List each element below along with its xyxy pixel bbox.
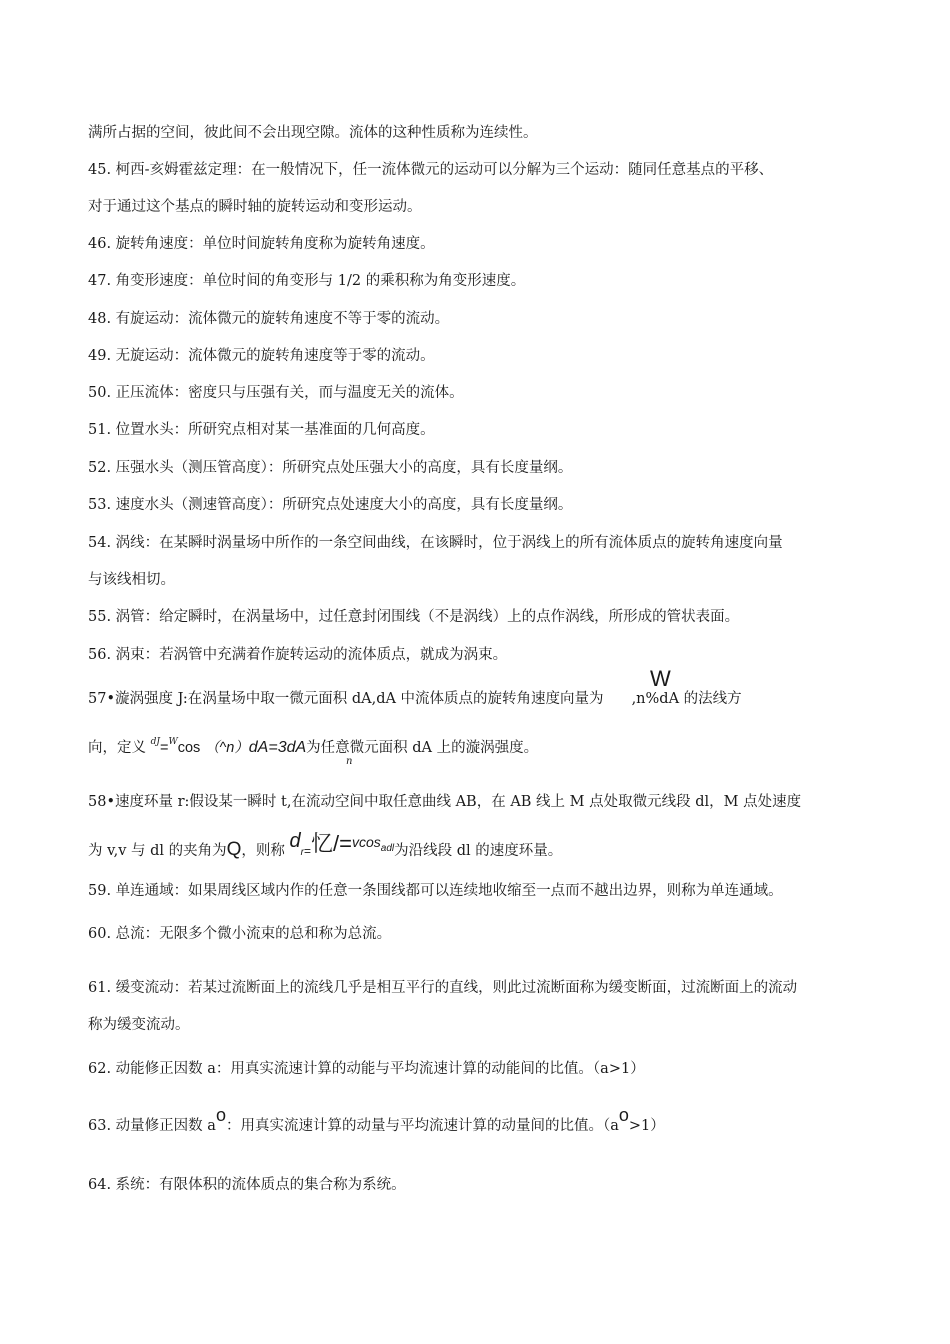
r-subscript: r <box>300 847 304 858</box>
angle-paren: （^n） <box>204 740 249 756</box>
item-55: 55. 涡管：给定瞬时，在涡量场中，过任意封闭围线（不是涡线）上的点作涡线，所形成的管状表面。 <box>88 609 740 625</box>
item-46: 46. 旋转角速度：单位时间旋转角度称为旋转角速度。 <box>88 236 435 252</box>
dj-superscript: dJ <box>150 737 160 747</box>
item-56: 56. 涡束：若涡管中充满着作旋转运动的流体质点，就成为涡束。 <box>88 647 508 663</box>
yi-symbol: 忆 <box>311 831 334 856</box>
item-57-prefix: 向，定义 <box>88 740 146 756</box>
item-63 <box>88 1105 665 1136</box>
w-superscript: W <box>168 737 178 747</box>
item-57-text-b: ,n%dA 的法线方 <box>631 691 742 707</box>
item-48: 48. 有旋运动：流体微元的旋转角速度不等于零的流动。 <box>88 311 450 327</box>
item-53: 53. 速度水头（测速管高度）：所研究点处速度大小的高度，具有长度量纲。 <box>88 497 573 513</box>
item-61-line1: 61. 缓变流动：若某过流断面上的流线几乎是相互平行的直线，则此过流断面称为缓变断面，过流断面上的流动 <box>88 980 798 996</box>
formula-text: dA=3dA <box>248 739 307 756</box>
n-subscript: n <box>346 756 353 767</box>
slash-equals: /= <box>333 831 352 856</box>
item-57-line2 <box>88 738 538 760</box>
item-63-prefix: 63. 动量修正因数 a <box>88 1118 216 1134</box>
ring-symbol: o <box>215 1105 226 1125</box>
item-58-suffix: 为沿线段 dl 的速度环量。 <box>394 843 563 859</box>
adl-subscript: adl <box>380 843 395 854</box>
item-57-text-a: 57•漩涡强度 J:在涡量场中取一微元面积 dA,dA 中流体质点的旋转角速度向量为 <box>88 691 604 707</box>
item-50: 50. 正压流体：密度只与压强有关，而与温度无关的流体。 <box>88 385 464 401</box>
item-58-line2 <box>88 830 563 863</box>
item-54-line1: 54. 涡线：在某瞬时涡量场中所作的一条空间曲线，在该瞬时，位于涡线上的所有流体质点的旋转角速度向量 <box>88 535 783 551</box>
item-59: 59. 单连通域：如果周线区域内作的任意一条围线都可以连续地收缩至一点而不越出边界，则称为单连通域。 <box>88 883 783 899</box>
text-line: 满所占据的空间，彼此间不会出现空隙。流体的这种性质称为连续性。 <box>88 125 538 141</box>
item-54-line2: 与该线相切。 <box>88 572 175 588</box>
item-45-line1: 45. 柯西-亥姆霍兹定理：在一般情况下，任一流体微元的运动可以分解为三个运动：随同任意基点的平移、 <box>88 162 774 178</box>
item-64: 64. 系统：有限体积的流体质点的集合称为系统。 <box>88 1177 406 1193</box>
d-symbol: d <box>289 830 301 852</box>
item-61-line2: 称为缓变流动。 <box>88 1017 190 1033</box>
equals-sign: = <box>159 740 169 756</box>
cos-text: cos <box>177 740 201 756</box>
vcos-text: vcos <box>352 834 381 850</box>
item-52: 52. 压强水头（测压管高度）：所研究点处压强大小的高度，具有长度量纲。 <box>88 460 573 476</box>
item-58-line1: 58•速度环量 r:假设某一瞬时 t,在流动空间中取任意曲线 AB，在 AB 线上 M 点处取微元线段 dl，M 点处速度 <box>88 794 802 810</box>
item-57-line1 <box>88 689 742 709</box>
equals-sign-2: = <box>304 844 312 858</box>
item-57-suffix: 为任意微元面积 dA 上的漩涡强度。 <box>306 740 539 756</box>
item-58-prefix: 为 v,v 与 dl 的夹角为 <box>88 843 227 859</box>
item-51: 51. 位置水头：所研究点相对某一基准面的几何高度。 <box>88 422 435 438</box>
item-63-suffix: >1） <box>628 1118 665 1134</box>
item-63-mid: ：用真实流速计算的动量与平均流速计算的动量间的比值。（a <box>225 1118 619 1134</box>
item-58-mid: ，则称 <box>241 843 285 859</box>
item-62: 62. 动能修正因数 a：用真实流速计算的动能与平均流速计算的动能间的比值。（a>1） <box>88 1061 645 1077</box>
item-45-line2: 对于通过这个基点的瞬时轴的旋转运动和变形运动。 <box>88 199 422 215</box>
item-49: 49. 无旋运动：流体微元的旋转角速度等于零的流动。 <box>88 348 435 364</box>
item-47: 47. 角变形速度：单位时间的角变形与 1/2 的乘积称为角变形速度。 <box>88 273 526 289</box>
q-symbol: Q <box>226 839 242 860</box>
ring-symbol-2: o <box>618 1105 629 1125</box>
omega-symbol: W <box>650 666 671 691</box>
item-60: 60. 总流：无限多个微小流束的总和称为总流。 <box>88 926 392 942</box>
